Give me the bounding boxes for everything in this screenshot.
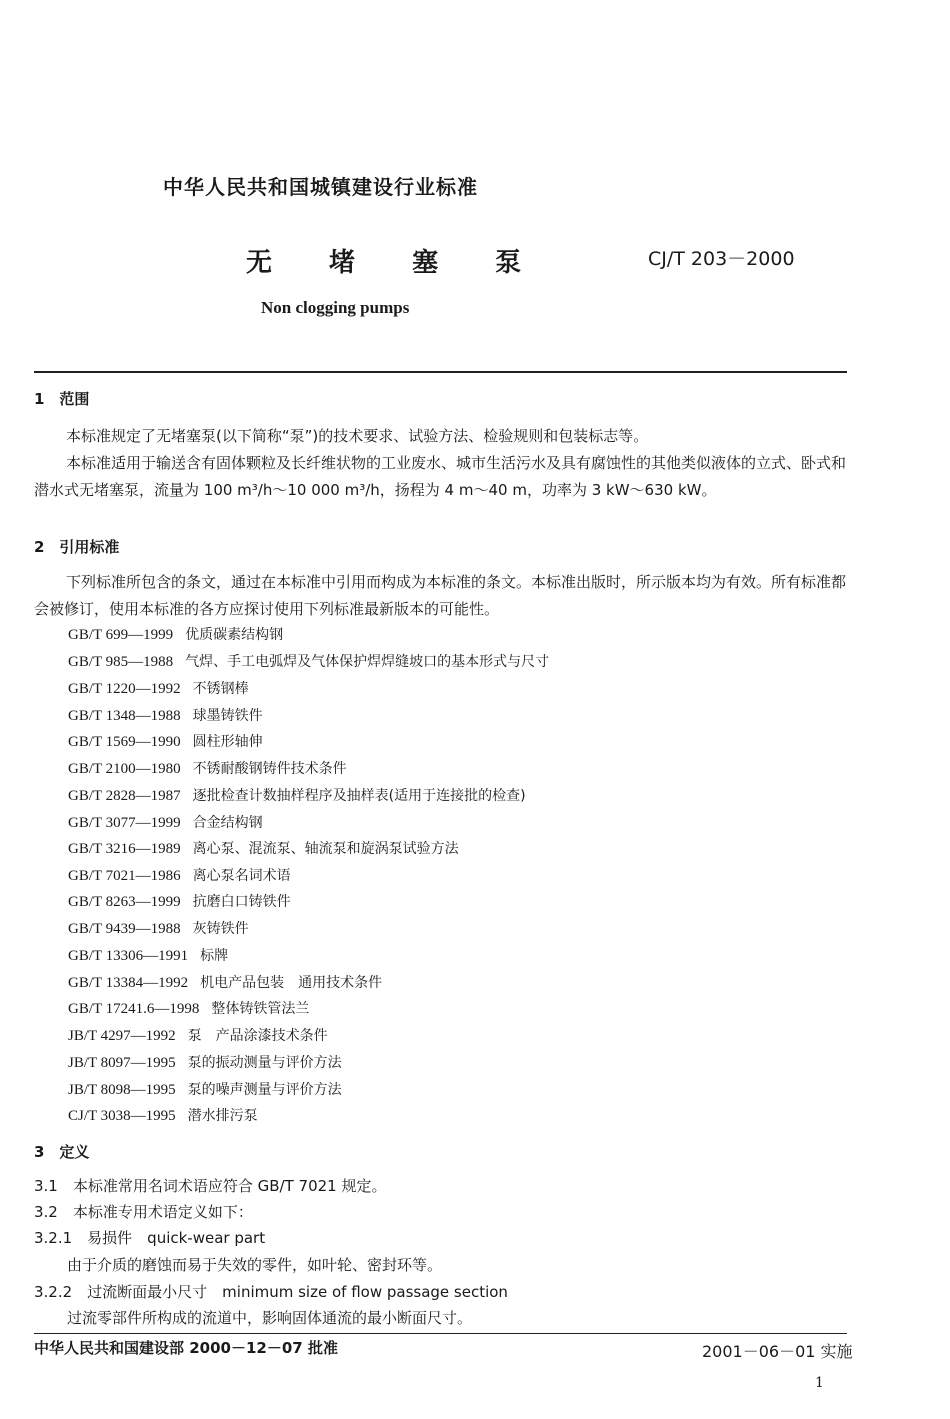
reference-item: GB/T 985—1988 气焊、手工电弧焊及气体保护焊焊缝坡口的基本形式与尺寸 <box>68 654 550 670</box>
section-1-paragraph-1: 本标准规定了无堵塞泵(以下简称“泵”)的技术要求、试验方法、检验规则和包装标志等。 <box>66 427 649 445</box>
section-3-2-2-body: 过流零部件所构成的流道中，影响固体通流的最小断面尺寸。 <box>67 1309 473 1327</box>
reference-item: GB/T 1348—1988 球墨铸铁件 <box>68 708 263 724</box>
section-3-2-1-body: 由于介质的磨蚀而易于失效的零件，如叶轮、密封环等。 <box>67 1256 443 1274</box>
reference-item: GB/T 17241.6—1998 整体铸铁管法兰 <box>68 1001 310 1017</box>
section-3-2-1-title: 3.2.1 易损件 quick-wear part <box>34 1229 266 1247</box>
section-2-heading: 2 引用标准 <box>34 538 120 556</box>
section-3-2-2-title: 3.2.2 过流断面最小尺寸 minimum size of flow passage section <box>34 1283 508 1301</box>
reference-item: CJ/T 3038—1995 潜水排污泵 <box>68 1108 258 1124</box>
reference-item: JB/T 4297—1992 泵 产品涂漆技术条件 <box>68 1028 328 1044</box>
reference-item: GB/T 9439—1988 灰铸铁件 <box>68 921 249 937</box>
reference-item: GB/T 1569—1990 圆柱形轴伸 <box>68 734 263 750</box>
section-3-2: 3.2 本标准专用术语定义如下： <box>34 1203 253 1221</box>
standard-code: CJ/T 203－2000 <box>648 248 795 270</box>
reference-item: JB/T 8098—1995 泵的噪声测量与评价方法 <box>68 1082 342 1098</box>
section-1-heading: 1 范围 <box>34 390 90 408</box>
reference-item: GB/T 7021—1986 离心泵名词术语 <box>68 868 291 884</box>
effective-date: 2001－06－01 实施 <box>702 1342 853 1361</box>
reference-item: JB/T 8097—1995 泵的振动测量与评价方法 <box>68 1055 342 1071</box>
section-1-paragraph-2: 本标准适用于输送含有固体颗粒及长纤维状物的工业废水、城市生活污水及具有腐蚀性的其他类似液体的立式、卧式和潜水式无堵塞泵，流量为 100 m³/h～10 000 m³/h，扬程为 4 m～40 m，功率为 3 kW～630 kW。 <box>34 454 847 499</box>
reference-item: GB/T 13306—1991 标牌 <box>68 948 229 964</box>
section-2-intro: 下列标准所包含的条文，通过在本标准中引用而构成为本标准的条文。本标准出版时，所示版本均为有效。所有标准都会被修订，使用本标准的各方应探讨使用下列标准最新版本的可能性。 <box>34 573 847 618</box>
page-number: 1 <box>815 1375 824 1391</box>
section-3-1: 3.1 本标准常用名词术语应符合 GB/T 7021 规定。 <box>34 1177 387 1195</box>
reference-item: GB/T 1220—1992 不锈钢棒 <box>68 681 249 697</box>
footer-divider <box>34 1333 847 1334</box>
reference-item: GB/T 13384—1992 机电产品包装 通用技术条件 <box>68 975 383 991</box>
reference-item: GB/T 3216—1989 离心泵、混流泵、轴流泵和旋涡泵试验方法 <box>68 841 459 857</box>
header-divider <box>34 371 847 373</box>
reference-item: GB/T 2828—1987 逐批检查计数抽样程序及抽样表(适用于连接批的检查) <box>68 788 526 804</box>
reference-item: GB/T 8263—1999 抗磨白口铸铁件 <box>68 894 291 910</box>
reference-item: GB/T 2100—1980 不锈耐酸钢铸件技术条件 <box>68 761 347 777</box>
reference-item: GB/T 699—1999 优质碳素结构钢 <box>68 627 284 643</box>
approval-date: 中华人民共和国建设部 2000－12－07 批准 <box>34 1339 338 1357</box>
reference-item: GB/T 3077—1999 合金结构钢 <box>68 815 263 831</box>
english-title: Non clogging pumps <box>261 298 410 317</box>
standard-org-title: 中华人民共和国城镇建设行业标准 <box>163 175 478 199</box>
document-title: 无 堵 塞 泵 <box>246 248 546 278</box>
section-3-heading: 3 定义 <box>34 1143 90 1161</box>
